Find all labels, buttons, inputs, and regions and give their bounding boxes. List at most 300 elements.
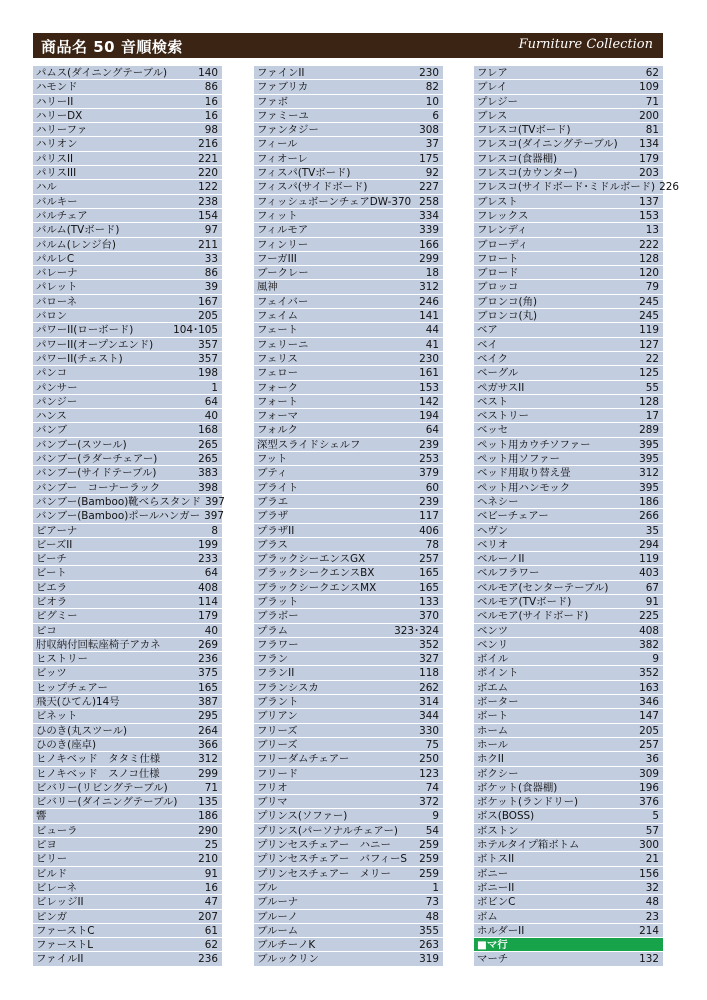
product-name: ブルックリン [257,953,319,966]
index-row [33,137,222,151]
product-name: パルレC [36,252,75,265]
page-number: 44 [425,324,439,337]
index-row [254,109,443,123]
product-name: フィルモア [257,224,309,237]
index-row [254,566,443,580]
product-name: ブラザ [257,510,289,523]
index-row [474,366,663,380]
index-row [33,238,222,252]
index-row [474,724,663,738]
index-row [254,809,443,823]
product-name: ブローディ [477,238,529,251]
index-row [474,223,663,237]
product-name: フレスコ(ダイニングテーブル) [477,138,618,151]
product-name: プリンセスチェアー バフィーS [257,853,407,866]
product-name: ベッド用取り替え畳 [477,467,571,480]
index-row [254,952,443,966]
index-row [254,910,443,924]
index-row [33,666,222,680]
page-number: 233 [198,553,218,566]
page-number: 312 [419,281,439,294]
index-row [254,466,443,480]
index-row [33,309,222,323]
product-name: ホール [477,738,508,751]
page-number: 383 [198,467,218,480]
product-name: ヒップチェアー [36,681,108,694]
index-row [254,695,443,709]
index-row [254,366,443,380]
product-name: バルチェア [36,209,88,222]
page-number: 165 [198,681,218,694]
page-number: 153 [639,209,659,222]
page-number: 141 [419,310,439,323]
page-number: 207 [198,910,218,923]
product-name: ハリーファ [36,124,88,137]
index-row [33,867,222,881]
page-number: 123 [419,767,439,780]
page-number: 37 [425,138,439,151]
product-name: ボクシー [477,767,519,780]
product-name: ホテルタイプ箱ボトム [477,839,580,852]
page-number: 323･324 [394,624,439,637]
index-row [254,895,443,909]
page-number: 163 [639,681,659,694]
product-name: バンブー(スツール) [36,438,127,451]
index-row [474,524,663,538]
product-name: パリスII [36,152,74,165]
index-row [254,266,443,280]
product-name: ヘヴン [477,524,509,537]
index-row [474,538,663,552]
page-number: 376 [639,796,659,809]
page-number: 238 [198,195,218,208]
page-number: 60 [425,481,439,494]
page-number: 258 [419,195,439,208]
page-number: 194 [419,410,439,423]
page-number: 309 [639,767,659,780]
product-name: ブラット [257,595,299,608]
index-row [254,352,443,366]
page-number: 91 [204,867,218,880]
page-number: 346 [639,696,659,709]
product-name: ファミーユ [257,109,309,122]
product-name: ベイ [477,338,498,351]
product-name: バンブー コーナーラック [36,481,161,494]
product-name: ブラント [257,696,299,709]
product-name: ベストリー [477,410,529,423]
page-number: 230 [419,67,439,79]
page-number: 216 [198,138,218,151]
page-number: 62 [204,939,218,952]
index-row [254,409,443,423]
index-row [33,910,222,924]
product-name: ブルチーノK [257,939,316,952]
index-row [254,95,443,109]
product-name: ファーストL [36,939,94,952]
product-name: ビューラ [36,824,78,837]
page-number: 263 [419,939,439,952]
product-name: フォーマ [257,410,299,423]
product-name: ベーグル [477,367,519,380]
page-number: 120 [639,267,659,280]
page-number: 17 [645,410,659,423]
index-row [33,595,222,609]
index-row [33,195,222,209]
index-row [33,366,222,380]
index-row [33,524,222,538]
product-name: ボート [477,710,509,723]
page-number: 64 [204,567,218,580]
product-name: 深型スライドシェルフ [257,438,361,451]
product-name: フィンリー [257,238,309,251]
page-number: 16 [204,881,218,894]
page-number: 220 [198,167,218,180]
index-row [474,180,679,194]
page-number: 236 [198,953,218,966]
page-number: 48 [645,896,659,909]
product-name: ピヨ [36,839,57,852]
product-name: ベルモア(サイドボード) [477,610,589,623]
index-row [474,252,663,266]
page-number: 179 [198,610,218,623]
product-name: ボイル [477,653,509,666]
product-name: ハリーII [36,95,74,108]
page-number: 382 [639,638,659,651]
page-number: 199 [198,538,218,551]
index-row [474,266,663,280]
page-number: 109 [639,81,659,94]
page-number: 372 [419,796,439,809]
page-number: 245 [639,295,659,308]
index-row [33,152,222,166]
index-row [254,824,443,838]
index-row [474,509,663,523]
product-name: ボストン [477,824,519,837]
page-number: 122 [198,181,218,194]
product-name: ブロンコ(角) [477,295,538,308]
product-name: パンコ [36,367,68,380]
index-row [33,423,222,437]
page-number: 21 [645,853,659,866]
page-number: 403 [639,567,659,580]
page-number: 64 [204,395,218,408]
product-name: 肘収納付回転座椅子アカネ [36,638,161,651]
page-number: 352 [639,667,659,680]
page-number: 5 [652,810,659,823]
index-row [254,381,443,395]
page-number: 119 [639,553,659,566]
product-name: ビレーネ [36,881,78,894]
page-number: 57 [645,824,659,837]
page-number: 175 [419,152,439,165]
product-name: パンサー [36,381,78,394]
index-row [254,767,443,781]
page-number: 117 [419,510,439,523]
product-name: プリンス(ソファー) [257,810,348,823]
index-row [33,652,222,666]
page-number: 397 [205,495,225,508]
index-row [474,924,663,938]
product-name: プラザII [257,524,295,537]
index-row [33,809,222,823]
page-number: 9 [652,653,659,666]
index-row [33,66,222,80]
page-number: 142 [419,395,439,408]
page-number: 299 [419,252,439,265]
product-name: ポイント [477,667,519,680]
product-name: バンブ [36,424,68,437]
index-row [254,681,443,695]
index-row [474,566,663,580]
product-name: ボス(BOSS) [477,810,535,823]
page-number: 408 [639,624,659,637]
product-name: ファーストC [36,924,95,937]
product-name: ブレスト [477,195,518,208]
product-name: フット [257,453,288,466]
page-number: 140 [198,67,218,79]
product-name: ボニーII [477,881,515,894]
product-name: フェート [257,324,299,337]
product-name: フェイム [257,310,299,323]
product-name: ファンタジー [257,124,319,137]
page-number: 395 [639,481,659,494]
index-row [474,238,663,252]
page-number: 230 [419,352,439,365]
product-name: ビネット [36,710,78,723]
page-number: 16 [204,95,218,108]
index-row [254,338,443,352]
page-number: 205 [639,724,659,737]
index-row [33,838,222,852]
product-name: フィスパ(サイドボード) [257,181,368,194]
product-name: ボエム [477,681,509,694]
page-number: 98 [204,124,218,137]
product-name: ブレイ [477,81,508,94]
product-name: ■マ行 [477,939,508,952]
product-name: フェリーニ [257,338,309,351]
page-number: 196 [639,781,659,794]
product-name: ブルーノ [257,910,298,923]
product-name: ヒノキベッド スノコ仕様 [36,767,160,780]
page-number: 153 [419,381,439,394]
product-name: ピコ [36,624,57,637]
index-row [254,166,443,180]
product-name: フォート [257,395,299,408]
page-number: 168 [198,424,218,437]
index-row [33,781,222,795]
product-name: ブラボー [257,610,299,623]
product-name: パリスIII [36,167,77,180]
product-name: フェロー [257,367,299,380]
index-row [474,581,663,595]
index-column-3 [474,66,679,967]
product-name: フランシスカ [257,681,319,694]
product-name: ベア [477,324,498,337]
index-row [254,709,443,723]
page-number: 13 [645,224,659,237]
index-row [474,123,663,137]
product-name: ボーター [477,696,519,709]
page-number: 289 [639,424,659,437]
product-name: ピグミー [36,610,78,623]
index-row [474,552,663,566]
page-number: 161 [419,367,439,380]
page-number: 210 [198,853,218,866]
product-name: ブライト [257,481,299,494]
page-number: 355 [419,924,439,937]
index-row [474,381,663,395]
page-number: 395 [639,453,659,466]
index-row [254,137,443,151]
product-name: ビリー [36,853,68,866]
product-name: ブラックシークエンスBX [257,567,375,580]
page-number: 408 [198,581,218,594]
product-name: フラン [257,653,289,666]
page-number: 35 [645,524,659,537]
product-name: ビバリー(リビングテーブル) [36,781,168,794]
index-row [33,681,222,695]
index-row [474,852,663,866]
page-number: 387 [198,696,218,709]
index-row [33,180,222,194]
index-row [474,80,663,94]
index-row [474,66,663,80]
index-row [254,538,443,552]
page-number: 62 [645,67,659,79]
page-number: 119 [639,324,659,337]
index-row [474,309,663,323]
index-row [254,652,443,666]
product-name: パワーII(ローボード) [36,324,134,337]
index-row [254,838,443,852]
index-row [254,938,443,952]
index-row [254,280,443,294]
page-number: 165 [419,581,439,594]
product-name: フォルク [257,424,298,437]
index-row [254,624,443,638]
index-row [33,295,222,309]
product-name: フリーズ [257,724,298,737]
index-row [33,223,222,237]
page-number: 23 [645,910,659,923]
page-number: 55 [645,381,659,394]
product-name: ホーム [477,724,509,737]
index-row [33,852,222,866]
product-name: ベビーチェアー [477,510,549,523]
index-row [33,280,222,294]
index-row [33,438,222,452]
product-name: ビルド [36,867,68,880]
index-row [474,152,663,166]
index-row [254,867,443,881]
page-number: 214 [639,924,659,937]
product-name: ビレッジII [36,896,84,909]
page-number: 48 [425,910,439,923]
product-name: パレット [36,281,78,294]
product-name: ペガサスII [477,381,525,394]
product-name: ブリアン [257,710,298,723]
page-number: 246 [419,295,439,308]
page-number: 86 [204,267,218,280]
index-row [474,824,663,838]
page-number: 186 [639,495,659,508]
index-row [254,738,443,752]
index-row [254,452,443,466]
index-row [33,566,222,580]
index-row [254,638,443,652]
product-name: ヘネシー [477,495,519,508]
index-row [474,681,663,695]
product-name: ベルーノII [477,553,525,566]
product-name: パワーII(オープンエンド) [36,338,154,351]
index-row [474,352,663,366]
page-number: 308 [419,124,439,137]
product-name: プリンセスチェアー メリー [257,867,391,880]
page-number: 259 [419,853,439,866]
product-name: フロート [477,252,519,265]
product-name: プリンセスチェアー ハニー [257,839,391,852]
page-number: 299 [198,767,218,780]
index-row [254,323,443,337]
index-row [33,881,222,895]
page-number: 259 [419,867,439,880]
index-row [254,223,443,237]
product-name: ファインII [257,67,305,79]
page-number: 179 [639,152,659,165]
index-row [254,795,443,809]
product-name: フォーク [257,381,299,394]
page-number: 398 [198,481,218,494]
index-row [474,838,663,852]
index-row [33,624,222,638]
index-row [474,395,663,409]
page-number: 200 [639,109,659,122]
product-name: プラム [257,624,289,637]
index-row [33,209,222,223]
page-number: 357 [198,352,218,365]
index-row [254,581,443,595]
product-name: バルム(レンジ台) [36,238,116,251]
index-row [474,595,663,609]
page-number: 33 [204,252,218,265]
page-number: 222 [639,238,659,251]
page-number: 239 [419,495,439,508]
index-row [254,438,443,452]
page-number: 41 [425,338,439,351]
index-row [254,152,443,166]
page-number: 67 [645,581,659,594]
page-number: 264 [198,724,218,737]
product-name: ブリマ [257,796,288,809]
page-number: 135 [198,796,218,809]
product-name: ブークレー [257,267,309,280]
index-row [33,352,222,366]
product-name: バンブー(Bamboo)靴べらスタンド [36,495,202,508]
product-name: バルム(TVボード) [36,224,120,237]
page-number: 86 [204,81,218,94]
product-name: バレーナ [36,267,78,280]
index-row [33,609,222,623]
product-name: ブロンコ(丸) [477,310,538,323]
index-row [474,666,663,680]
product-name: フリーダムチェアー [257,753,350,766]
page-number: 40 [204,410,218,423]
product-name: ベリオ [477,538,509,551]
product-name: フレスコ(カウンター) [477,167,578,180]
index-row [33,509,222,523]
product-name: バンブー(ラダーチェアー) [36,453,158,466]
product-name: ブロッコ [477,281,519,294]
